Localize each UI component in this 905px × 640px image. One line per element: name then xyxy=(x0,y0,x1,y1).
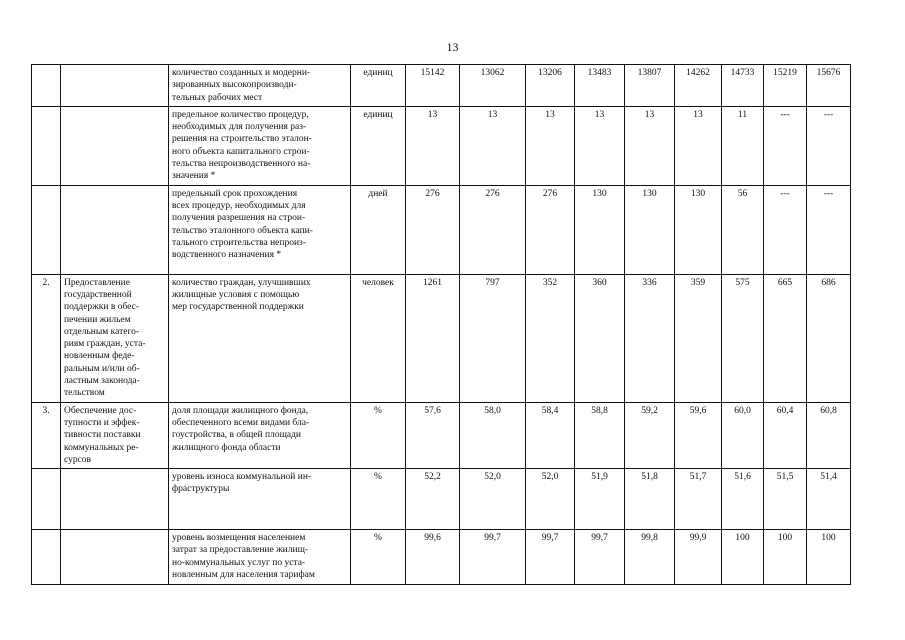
value-cell: --- xyxy=(764,185,807,274)
value-cell: 99,8 xyxy=(625,530,675,585)
indicator-name-cell: уровень возмещения населением затрат за предоставление жилищ- но-коммунальных услуг по уста- новленным для населения тарифам xyxy=(169,530,351,585)
value-cell: 13483 xyxy=(575,65,625,107)
table-row xyxy=(32,106,851,185)
value-cell: 60,8 xyxy=(807,402,851,468)
value-cell: 52,2 xyxy=(406,469,460,530)
unit-cell: человек xyxy=(351,274,406,402)
value-cell: 13062 xyxy=(460,65,526,107)
value-cell: 276 xyxy=(460,185,526,274)
row-number-cell: 2. xyxy=(32,274,61,402)
indicator-name-cell: предельный срок прохождения всех процедур, необходимых для получения разрешения на строи- тельство эталонного объекта капи- тального строительства непроиз- водственного назначения * xyxy=(169,185,351,274)
value-cell: 130 xyxy=(675,185,722,274)
value-cell: 686 xyxy=(807,274,851,402)
value-cell: 13 xyxy=(526,106,575,185)
value-cell: 13206 xyxy=(526,65,575,107)
value-cell: 52,0 xyxy=(460,469,526,530)
value-cell: 58,4 xyxy=(526,402,575,468)
table-row xyxy=(32,530,851,585)
indicators-table xyxy=(31,64,851,585)
value-cell: 51,7 xyxy=(675,469,722,530)
page-number: 13 xyxy=(446,40,459,54)
value-cell: 336 xyxy=(625,274,675,402)
value-cell: 57,6 xyxy=(406,402,460,468)
value-cell: 52,0 xyxy=(526,469,575,530)
value-cell: --- xyxy=(764,106,807,185)
value-cell: 59,2 xyxy=(625,402,675,468)
value-cell: 58,8 xyxy=(575,402,625,468)
value-cell: 13 xyxy=(460,106,526,185)
program-name-cell: Предоставление государственной поддержки в обес- печении жильем отдельным катего- риям граждан, уста- новленным феде- ральным и/или об- ластным законода- тельством xyxy=(61,274,169,402)
table-body xyxy=(32,65,851,585)
value-cell: 665 xyxy=(764,274,807,402)
unit-cell: % xyxy=(351,469,406,530)
value-cell: 99,7 xyxy=(460,530,526,585)
value-cell: 13 xyxy=(406,106,460,185)
value-cell: 359 xyxy=(675,274,722,402)
program-name-cell xyxy=(61,185,169,274)
value-cell: 130 xyxy=(625,185,675,274)
row-number-cell xyxy=(32,469,61,530)
table-row xyxy=(32,274,851,402)
value-cell: 1261 xyxy=(406,274,460,402)
value-cell: 51,6 xyxy=(722,469,764,530)
value-cell: 51,5 xyxy=(764,469,807,530)
value-cell: 14262 xyxy=(675,65,722,107)
value-cell: 13 xyxy=(675,106,722,185)
row-number-cell xyxy=(32,185,61,274)
value-cell: 575 xyxy=(722,274,764,402)
value-cell: 99,6 xyxy=(406,530,460,585)
program-name-cell: Обеспечение дос- тупности и эффек- тивности поставки коммунальных ре- сурсов xyxy=(61,402,169,468)
value-cell: 13807 xyxy=(625,65,675,107)
value-cell: --- xyxy=(807,106,851,185)
value-cell: 15219 xyxy=(764,65,807,107)
unit-cell: единиц xyxy=(351,106,406,185)
value-cell: 15676 xyxy=(807,65,851,107)
row-number-cell xyxy=(32,530,61,585)
program-name-cell xyxy=(61,106,169,185)
table-row xyxy=(32,469,851,530)
value-cell: 99,9 xyxy=(675,530,722,585)
value-cell: 797 xyxy=(460,274,526,402)
table-row xyxy=(32,402,851,468)
unit-cell: дней xyxy=(351,185,406,274)
value-cell: 100 xyxy=(764,530,807,585)
indicator-name-cell: уровень износа коммунальной ин- фраструктуры xyxy=(169,469,351,530)
program-name-cell xyxy=(61,469,169,530)
value-cell: 60,0 xyxy=(722,402,764,468)
unit-cell: % xyxy=(351,402,406,468)
table-row xyxy=(32,65,851,107)
unit-cell: единиц xyxy=(351,65,406,107)
indicator-name-cell: предельное количество процедур, необходимых для получения раз- решения на строительство эталон- ного объекта капитального строи- тельства непроизводственного на- значения * xyxy=(169,106,351,185)
row-number-cell: 3. xyxy=(32,402,61,468)
value-cell: 51,4 xyxy=(807,469,851,530)
indicator-name-cell: количество граждан, улучшивших жилищные условия с помощью мер государственной поддержки xyxy=(169,274,351,402)
value-cell: 276 xyxy=(526,185,575,274)
value-cell: 51,9 xyxy=(575,469,625,530)
value-cell: 99,7 xyxy=(575,530,625,585)
indicator-name-cell: доля площади жилищного фонда, обеспеченного всеми видами бла- гоустройства, в общей площади жилищного фонда области xyxy=(169,402,351,468)
row-number-cell xyxy=(32,65,61,107)
value-cell: 56 xyxy=(722,185,764,274)
program-name-cell xyxy=(61,530,169,585)
value-cell: 100 xyxy=(722,530,764,585)
value-cell: 100 xyxy=(807,530,851,585)
value-cell: 58,0 xyxy=(460,402,526,468)
unit-cell: % xyxy=(351,530,406,585)
value-cell: --- xyxy=(807,185,851,274)
value-cell: 60,4 xyxy=(764,402,807,468)
row-number-cell xyxy=(32,106,61,185)
value-cell: 13 xyxy=(575,106,625,185)
value-cell: 13 xyxy=(625,106,675,185)
value-cell: 59,6 xyxy=(675,402,722,468)
program-name-cell xyxy=(61,65,169,107)
value-cell: 352 xyxy=(526,274,575,402)
value-cell: 51,8 xyxy=(625,469,675,530)
value-cell: 130 xyxy=(575,185,625,274)
value-cell: 276 xyxy=(406,185,460,274)
value-cell: 11 xyxy=(722,106,764,185)
value-cell: 14733 xyxy=(722,65,764,107)
value-cell: 15142 xyxy=(406,65,460,107)
value-cell: 360 xyxy=(575,274,625,402)
value-cell: 99,7 xyxy=(526,530,575,585)
table-row xyxy=(32,185,851,274)
indicator-name-cell: количество созданных и модерни- зированных высокопроизводи- тельных рабочих мест xyxy=(169,65,351,107)
